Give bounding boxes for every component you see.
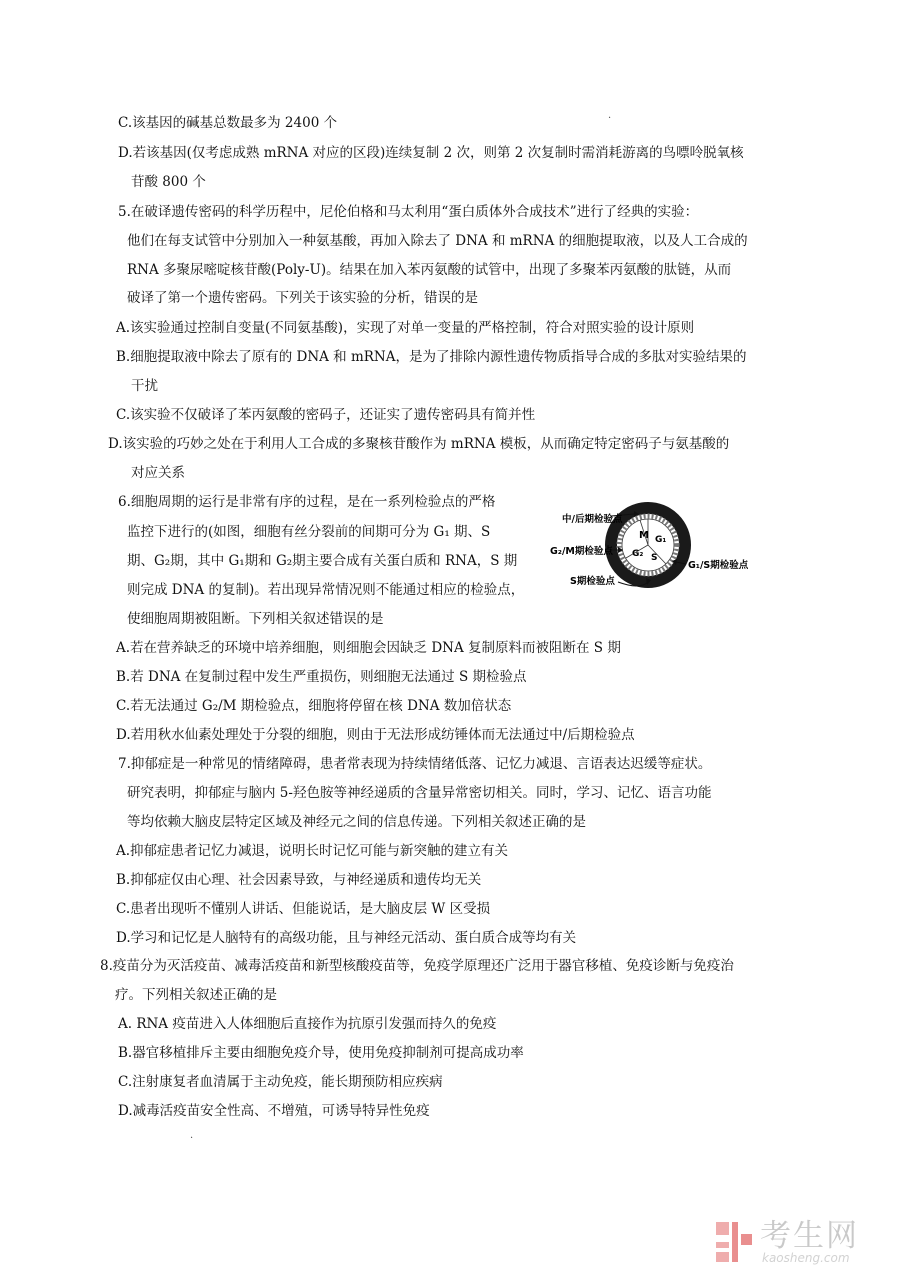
text-line: 则完成 DNA 的复制)。若出现异常情况则不能通过相应的检验点， (127, 582, 525, 598)
text-line: C.患者出现听不懂别人讲话、但能说话，是大脑皮层 W 区受损 (116, 901, 491, 917)
text-line: D.若该基因(仅考虑成熟 mRNA 对应的区段)连续复制 2 次，则第 2 次复制时需消耗游离的鸟嘌呤脱氧核 (118, 145, 744, 161)
text-line: 疗。下列相关叙述正确的是 (115, 987, 277, 1003)
text-line: 等均依赖大脑皮层特定区域及神经元之间的信息传递。下列相关叙述正确的是 (127, 814, 586, 830)
text-line: B.器官移植排斥主要由细胞免疫介导，使用免疫抑制剂可提高成功率 (118, 1045, 524, 1061)
phase-m-label: M (639, 530, 649, 541)
scan-dot: · (190, 1133, 194, 1144)
phase-g2-label: G₂ (632, 549, 644, 559)
text-line: C.该实验不仅破译了苯丙氨酸的密码子，还证实了遗传密码具有简并性 (116, 407, 536, 423)
kaosheng-logo-icon (714, 1218, 754, 1266)
text-line: D.若用秋水仙素处理处于分裂的细胞，则由于无法形成纺锤体而无法通过中/后期检验点 (116, 727, 635, 743)
phase-s-label: S (651, 553, 658, 563)
text-line: 破译了第一个遗传密码。下列关于该实验的分析，错误的是 (127, 290, 478, 306)
watermark-cn: 考生网 (760, 1218, 859, 1254)
text-line: B.抑郁症仅由心理、社会因素导致，与神经递质和遗传均无关 (116, 872, 482, 888)
text-line: C.该基因的碱基总数最多为 2400 个 (118, 115, 338, 131)
text-line: B.若 DNA 在复制过程中发生严重损伤，则细胞无法通过 S 期检验点 (116, 669, 527, 685)
text-line: 苷酸 800 个 (131, 174, 206, 190)
scan-dot: · (608, 113, 612, 124)
text-line: 对应关系 (131, 465, 185, 481)
checkpoint-g2m-label: G₂/M期检验点 (550, 546, 613, 557)
text-line: 使细胞周期被阻断。下列相关叙述错误的是 (127, 611, 384, 627)
text-line: RNA 多聚尿嘧啶核苷酸(Poly-U)。结果在加入苯丙氨酸的试管中，出现了多聚苯丙氨酸的肽链，从而 (127, 262, 732, 278)
checkpoint-zhonghou-label: 中/后期检验点 (562, 514, 623, 525)
checkpoint-g1s-label: G₁/S期检验点 (688, 560, 749, 571)
checkpoint-s-label: S期检验点 (570, 576, 615, 587)
text-line: 8.疫苗分为灭活疫苗、减毒活疫苗和新型核酸疫苗等，免疫学原理还广泛用于器官移植、免疫诊断与免疫治 (100, 958, 734, 974)
watermark-en: kaosheng.com (762, 1251, 850, 1265)
text-line: A. RNA 疫苗进入人体细胞后直接作为抗原引发强而持久的免疫 (118, 1016, 497, 1032)
text-line: C.注射康复者血清属于主动免疫，能长期预防相应疾病 (118, 1074, 443, 1090)
text-line: 6.细胞周期的运行是非常有序的过程，是在一系列检验点的严格 (118, 494, 496, 510)
text-line: 期、G₂期，其中 G₁期和 G₂期主要合成有关蛋白质和 RNA，S 期 (127, 553, 518, 569)
text-line: 他们在每支试管中分别加入一种氨基酸，再加入除去了 DNA 和 mRNA 的细胞提取液，以及人工合成的 (127, 233, 748, 249)
text-line: D.学习和记忆是人脑特有的高级功能，且与神经元活动、蛋白质合成等均有关 (116, 930, 577, 946)
text-line: 监控下进行的(如图，细胞有丝分裂前的间期可分为 G₁ 期、S (127, 524, 491, 540)
text-line: A.若在营养缺乏的环境中培养细胞，则细胞会因缺乏 DNA 复制原料而被阻断在 S 期 (116, 640, 621, 656)
text-line: D.该实验的巧妙之处在于利用人工合成的多聚核苷酸作为 mRNA 模板，从而确定特定密码子与氨基酸的 (108, 436, 730, 452)
text-line: A.该实验通过控制自变量(不同氨基酸)，实现了对单一变量的严格控制，符合对照实验的设计原则 (116, 320, 695, 336)
phase-g1-label: G₁ (655, 535, 667, 545)
text-line: 7.抑郁症是一种常见的情绪障碍，患者常表现为持续情绪低落、记忆力减退、言语表达迟缓等症状。 (118, 756, 712, 772)
text-line: A.抑郁症患者记忆力减退，说明长时记忆可能与新突触的建立有关 (116, 843, 509, 859)
text-line: D.减毒活疫苗安全性高、不增殖，可诱导特异性免疫 (118, 1103, 430, 1119)
text-line: C.若无法通过 G₂/M 期检验点，细胞将停留在核 DNA 数加倍状态 (116, 698, 512, 714)
text-line: 研究表明，抑郁症与脑内 5-羟色胺等神经递质的含量异常密切相关。同时，学习、记忆、语言功能 (127, 785, 712, 801)
cell-cycle-diagram (548, 500, 770, 595)
watermark-logo (714, 1218, 894, 1266)
text-line: 5.在破译遗传密码的科学历程中，尼伦伯格和马太利用“蛋白质体外合成技术”进行了经典的实验： (118, 204, 699, 220)
text-line: B.细胞提取液中除去了原有的 DNA 和 mRNA，是为了排除内源性遗传物质指导合成的多肽对实验结果的 (116, 349, 747, 365)
text-line: 干扰 (131, 378, 158, 394)
